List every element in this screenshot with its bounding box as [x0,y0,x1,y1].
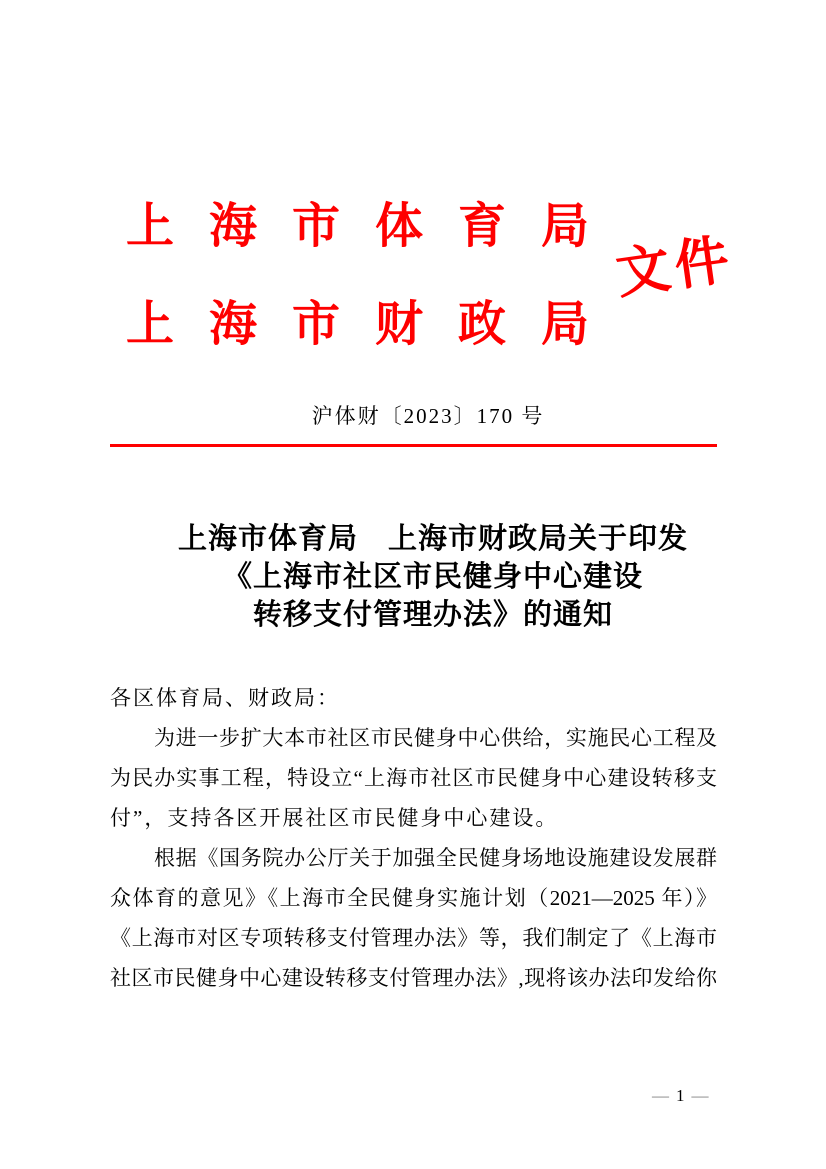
body-line: 众体育的意见》《上海市全民健身实施计划（2021—2025 年）》 [110,886,717,910]
body-line: 为进一步扩大本市社区市民健身中心供给，实施民心工程及 [154,726,717,750]
page-number [652,1086,709,1106]
letterhead-org-line-1: 上海市体育局 [126,200,625,253]
title-line-3: 转移支付管理办法》的通知 [252,599,613,631]
document-number: 沪体财〔2023〕170 号 [311,404,545,428]
title-line-1: 上海市体育局 上海市财政局关于印发 [177,523,688,555]
page-number-dash-left: — [652,1086,669,1105]
letterhead-org-line-2: 上海市财政局 [126,298,625,351]
body-line: 《上海市对区专项转移支付管理办法》等，我们制定了《上海市 [110,926,717,950]
document-body [110,678,717,998]
page-number-dash-right: — [691,1086,709,1105]
body-line: 社区市民健身中心建设转移支付管理办法》,现将该办法印发给你 [110,966,717,990]
salutation: 各区体育局、财政局： [110,686,340,710]
page-number-value: 1 [676,1086,685,1105]
body-line: 为民办实事工程，特设立“上海市社区市民健身中心建设转移支 [110,766,717,790]
body-line: 付”，支持各区开展社区市民健身中心建设。 [110,806,559,830]
body-line: 根据《国务院办公厅关于加强全民健身场地设施建设发展群 [154,846,717,870]
letterhead-doc-type-label: 文件 [612,229,738,305]
title-line-2: 《上海市社区市民健身中心建设 [222,561,643,593]
red-divider-line [110,444,717,447]
document-title [0,520,826,634]
